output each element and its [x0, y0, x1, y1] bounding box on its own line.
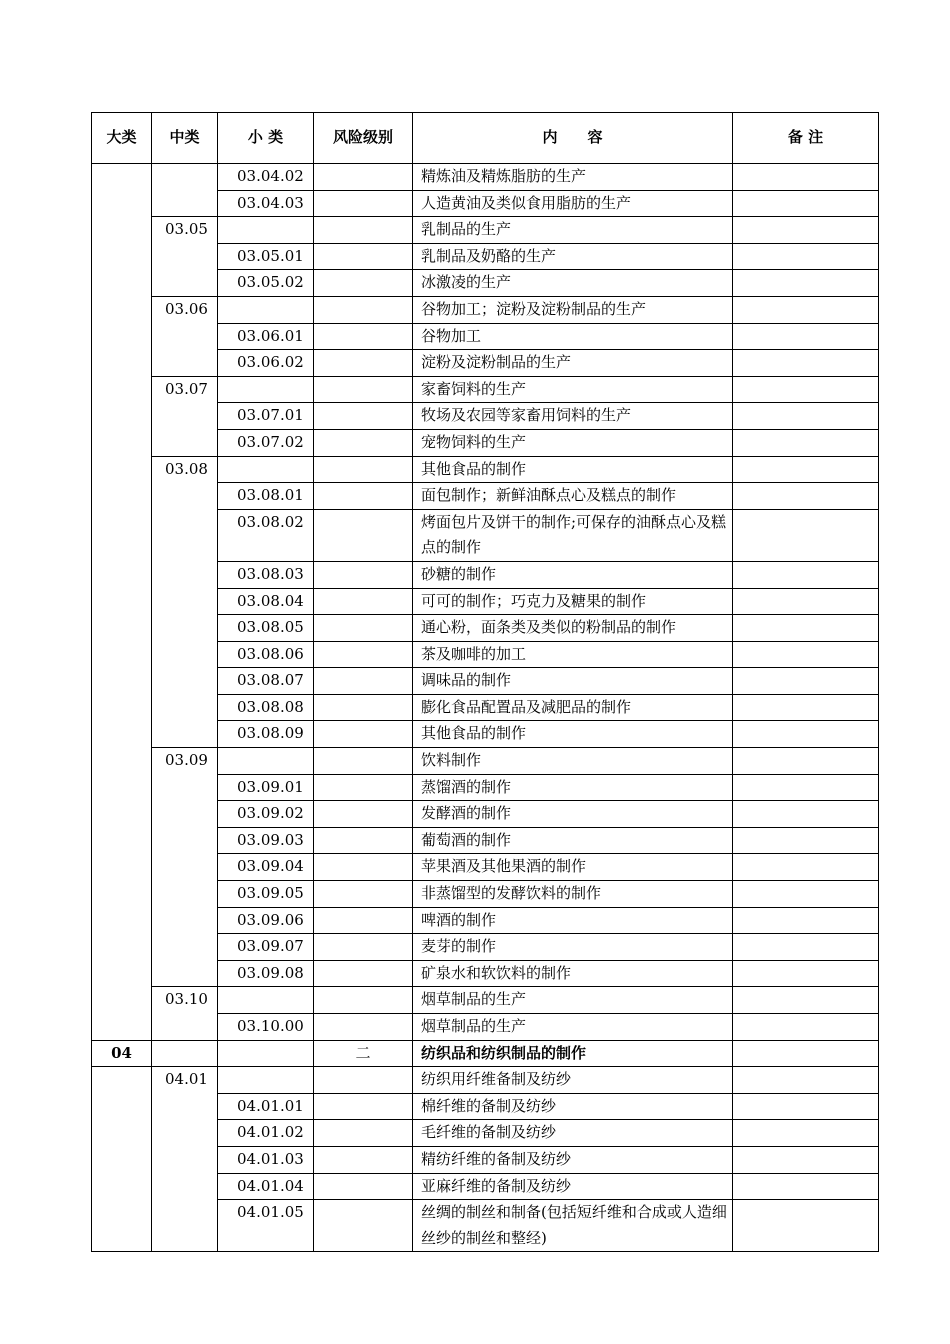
content-cell: 其他食品的制作 [413, 456, 733, 483]
sub-code-cell: 03.08.08 [218, 694, 314, 721]
content-cell: 牧场及农园等家畜用饲料的生产 [413, 403, 733, 430]
risk-level-cell [314, 881, 413, 908]
sub-code-cell: 03.07.02 [218, 429, 314, 456]
note-cell [733, 243, 879, 270]
content-cell: 精纺纤维的备制及纺纱 [413, 1146, 733, 1173]
sub-code-cell [218, 296, 314, 323]
header-risk: 风险级别 [314, 113, 413, 164]
sub-code-cell [218, 376, 314, 403]
risk-level-cell [314, 615, 413, 642]
major-code-cell [92, 1067, 152, 1252]
risk-level-cell [314, 854, 413, 881]
risk-level-cell [314, 217, 413, 244]
sub-code-cell: 03.05.02 [218, 270, 314, 297]
sub-code-cell: 03.09.08 [218, 960, 314, 987]
sub-code-cell [218, 1040, 314, 1067]
content-cell: 非蒸馏型的发酵饮料的制作 [413, 881, 733, 908]
note-cell [733, 296, 879, 323]
mid-category-row [92, 217, 879, 244]
note-cell [733, 217, 879, 244]
note-cell [733, 483, 879, 510]
sub-code-cell [218, 456, 314, 483]
note-cell [733, 774, 879, 801]
risk-level-cell [314, 588, 413, 615]
risk-level-cell [314, 934, 413, 961]
risk-level-cell [314, 641, 413, 668]
content-cell: 乳制品的生产 [413, 217, 733, 244]
risk-level-cell [314, 483, 413, 510]
risk-level-cell [314, 270, 413, 297]
risk-level-cell [314, 456, 413, 483]
sub-code-cell: 03.09.02 [218, 801, 314, 828]
note-cell [733, 1173, 879, 1200]
major-category-row [92, 1040, 879, 1067]
mid-code-cell: 03.07 [152, 376, 218, 456]
content-cell: 调味品的制作 [413, 668, 733, 695]
content-cell: 毛纤维的备制及纺纱 [413, 1120, 733, 1147]
note-cell [733, 748, 879, 775]
note-cell [733, 164, 879, 191]
content-cell: 冰激凌的生产 [413, 270, 733, 297]
mid-code-cell: 03.06 [152, 296, 218, 376]
risk-level-cell [314, 960, 413, 987]
note-cell [733, 801, 879, 828]
content-cell: 面包制作；新鲜油酥点心及糕点的制作 [413, 483, 733, 510]
risk-level-cell: 二 [314, 1040, 413, 1067]
sub-code-cell: 03.10.00 [218, 1014, 314, 1041]
sub-code-cell: 03.08.03 [218, 561, 314, 588]
mid-code-cell: 04.01 [152, 1067, 218, 1252]
header-row [92, 113, 879, 164]
note-cell [733, 721, 879, 748]
sub-code-cell [218, 1067, 314, 1094]
content-cell: 谷物加工 [413, 323, 733, 350]
content-cell: 麦芽的制作 [413, 934, 733, 961]
risk-level-cell [314, 1200, 413, 1252]
risk-level-cell [314, 907, 413, 934]
sub-code-cell: 03.07.01 [218, 403, 314, 430]
table-row [92, 164, 879, 191]
sub-code-cell: 03.08.02 [218, 509, 314, 561]
content-cell: 丝绸的制丝和制备(包括短纤维和合成或人造细丝纱的制丝和整经) [413, 1200, 733, 1252]
mid-category-row [92, 376, 879, 403]
content-cell: 膨化食品配置品及减肥品的制作 [413, 694, 733, 721]
sub-code-cell: 03.09.07 [218, 934, 314, 961]
risk-level-cell [314, 721, 413, 748]
sub-code-cell: 03.08.06 [218, 641, 314, 668]
sub-code-cell: 03.06.01 [218, 323, 314, 350]
content-cell: 其他食品的制作 [413, 721, 733, 748]
sub-code-cell: 03.08.05 [218, 615, 314, 642]
content-cell: 宠物饲料的生产 [413, 429, 733, 456]
note-cell [733, 1014, 879, 1041]
note-cell [733, 561, 879, 588]
content-cell: 蒸馏酒的制作 [413, 774, 733, 801]
content-cell: 可可的制作；巧克力及糖果的制作 [413, 588, 733, 615]
mid-code-cell: 03.05 [152, 217, 218, 297]
note-cell [733, 694, 879, 721]
content-cell: 砂糖的制作 [413, 561, 733, 588]
note-cell [733, 907, 879, 934]
content-cell: 烟草制品的生产 [413, 1014, 733, 1041]
mid-category-row [92, 296, 879, 323]
risk-level-cell [314, 561, 413, 588]
sub-code-cell: 03.08.01 [218, 483, 314, 510]
risk-level-cell [314, 350, 413, 377]
risk-level-cell [314, 1173, 413, 1200]
classification-table [91, 112, 879, 1252]
sub-code-cell: 03.04.03 [218, 190, 314, 217]
risk-level-cell [314, 827, 413, 854]
risk-level-cell [314, 243, 413, 270]
note-cell [733, 881, 879, 908]
content-cell: 葡萄酒的制作 [413, 827, 733, 854]
sub-code-cell: 03.08.04 [218, 588, 314, 615]
sub-code-cell: 03.09.03 [218, 827, 314, 854]
note-cell [733, 456, 879, 483]
note-cell [733, 1120, 879, 1147]
content-cell: 烤面包片及饼干的制作;可保存的油酥点心及糕点的制作 [413, 509, 733, 561]
note-cell [733, 1040, 879, 1067]
note-cell [733, 854, 879, 881]
note-cell [733, 1093, 879, 1120]
content-cell: 纺织用纤维备制及纺纱 [413, 1067, 733, 1094]
risk-level-cell [314, 323, 413, 350]
note-cell [733, 190, 879, 217]
risk-level-cell [314, 1146, 413, 1173]
note-cell [733, 376, 879, 403]
content-cell: 谷物加工；淀粉及淀粉制品的生产 [413, 296, 733, 323]
risk-level-cell [314, 403, 413, 430]
table-body [92, 164, 879, 1252]
note-cell [733, 429, 879, 456]
risk-level-cell [314, 748, 413, 775]
sub-code-cell: 03.06.02 [218, 350, 314, 377]
header-content: 内 容 [413, 113, 733, 164]
note-cell [733, 641, 879, 668]
mid-category-row [92, 456, 879, 483]
sub-code-cell: 03.09.04 [218, 854, 314, 881]
risk-level-cell [314, 1093, 413, 1120]
sub-code-cell: 03.09.05 [218, 881, 314, 908]
sub-code-cell [218, 987, 314, 1014]
risk-level-cell [314, 296, 413, 323]
risk-level-cell [314, 694, 413, 721]
risk-level-cell [314, 1067, 413, 1094]
mid-category-row [92, 748, 879, 775]
content-cell: 棉纤维的备制及纺纱 [413, 1093, 733, 1120]
header-sub: 小 类 [218, 113, 314, 164]
note-cell [733, 1067, 879, 1094]
sub-code-cell: 04.01.05 [218, 1200, 314, 1252]
risk-level-cell [314, 801, 413, 828]
content-cell: 人造黄油及类似食用脂肪的生产 [413, 190, 733, 217]
note-cell [733, 323, 879, 350]
content-cell: 家畜饲料的生产 [413, 376, 733, 403]
risk-level-cell [314, 429, 413, 456]
sub-code-cell: 04.01.02 [218, 1120, 314, 1147]
content-cell: 通心粉，面条类及类似的粉制品的制作 [413, 615, 733, 642]
major-code-cell [92, 164, 152, 1041]
content-cell: 饮料制作 [413, 748, 733, 775]
note-cell [733, 350, 879, 377]
content-cell: 乳制品及奶酪的生产 [413, 243, 733, 270]
sub-code-cell [218, 217, 314, 244]
sub-code-cell: 03.05.01 [218, 243, 314, 270]
sub-code-cell: 04.01.04 [218, 1173, 314, 1200]
risk-level-cell [314, 987, 413, 1014]
note-cell [733, 987, 879, 1014]
note-cell [733, 403, 879, 430]
note-cell [733, 668, 879, 695]
major-code-cell: 04 [92, 1040, 152, 1067]
header-note: 备 注 [733, 113, 879, 164]
content-cell: 纺织品和纺织制品的制作 [413, 1040, 733, 1067]
sub-code-cell: 03.08.07 [218, 668, 314, 695]
mid-category-row [92, 1067, 879, 1094]
mid-code-cell [152, 164, 218, 217]
note-cell [733, 1200, 879, 1252]
header-mid: 中类 [152, 113, 218, 164]
sub-code-cell: 03.09.06 [218, 907, 314, 934]
note-cell [733, 827, 879, 854]
sub-code-cell [218, 748, 314, 775]
risk-level-cell [314, 376, 413, 403]
note-cell [733, 934, 879, 961]
content-cell: 亚麻纤维的备制及纺纱 [413, 1173, 733, 1200]
note-cell [733, 588, 879, 615]
mid-code-cell: 03.10 [152, 987, 218, 1040]
sub-code-cell: 04.01.03 [218, 1146, 314, 1173]
risk-level-cell [314, 190, 413, 217]
content-cell: 精炼油及精炼脂肪的生产 [413, 164, 733, 191]
risk-level-cell [314, 164, 413, 191]
content-cell: 发酵酒的制作 [413, 801, 733, 828]
content-cell: 淀粉及淀粉制品的生产 [413, 350, 733, 377]
risk-level-cell [314, 509, 413, 561]
note-cell [733, 509, 879, 561]
content-cell: 啤酒的制作 [413, 907, 733, 934]
risk-level-cell [314, 668, 413, 695]
sub-code-cell: 03.09.01 [218, 774, 314, 801]
risk-level-cell [314, 1014, 413, 1041]
mid-category-row [92, 987, 879, 1014]
content-cell: 茶及咖啡的加工 [413, 641, 733, 668]
mid-code-cell [152, 1040, 218, 1067]
sub-code-cell: 04.01.01 [218, 1093, 314, 1120]
content-cell: 矿泉水和软饮料的制作 [413, 960, 733, 987]
note-cell [733, 1146, 879, 1173]
risk-level-cell [314, 1120, 413, 1147]
content-cell: 烟草制品的生产 [413, 987, 733, 1014]
note-cell [733, 270, 879, 297]
header-major: 大类 [92, 113, 152, 164]
note-cell [733, 960, 879, 987]
risk-level-cell [314, 774, 413, 801]
sub-code-cell: 03.04.02 [218, 164, 314, 191]
mid-code-cell: 03.09 [152, 748, 218, 987]
content-cell: 苹果酒及其他果酒的制作 [413, 854, 733, 881]
mid-code-cell: 03.08 [152, 456, 218, 748]
sub-code-cell: 03.08.09 [218, 721, 314, 748]
note-cell [733, 615, 879, 642]
